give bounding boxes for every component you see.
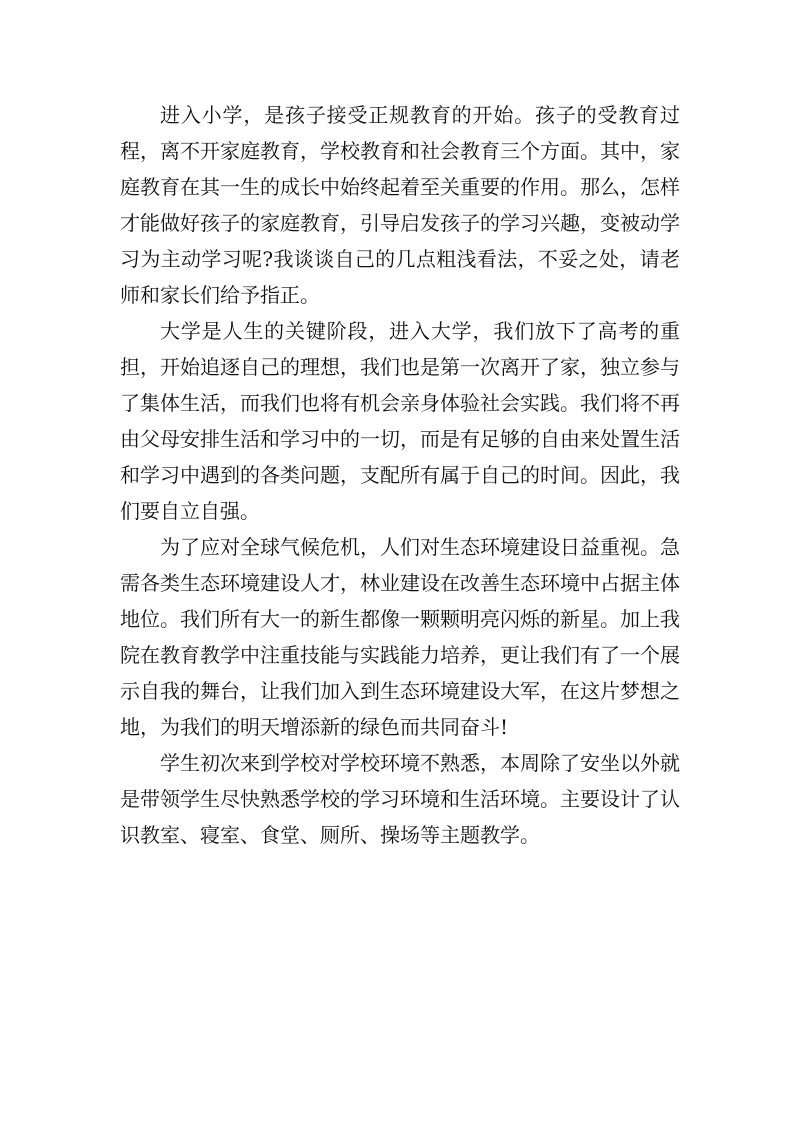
paragraph-orientation: 学生初次来到学校对学校环境不熟悉，本周除了安坐以外就是带领学生尽快熟悉学校的学习环境和生活环境。主要设计了认识教室、寝室、食堂、厕所、操场等主题教学。 <box>120 751 680 847</box>
paragraph-university: 大学是人生的关键阶段，进入大学，我们放下了高考的重担，开始追逐自己的理想，我们也是第一次离开了家，独立参与了集体生活，而我们也将有机会亲身体验社会实践。我们将不再由父母安排生活和学习中的一切，而是有足够的自由来处置生活和学习中遇到的各类问题，支配所有属于自己的时间。因此，我们要自立自强。 <box>120 319 680 523</box>
document-body <box>120 97 680 853</box>
paragraph-primary-school: 进入小学，是孩子接受正规教育的开始。孩子的受教育过程，离不开家庭教育，学校教育和社会教育三个方面。其中，家庭教育在其一生的成长中始终起着至关重要的作用。那么，怎样才能做好孩子的家庭教育，引导启发孩子的学习兴趣，变被动学习为主动学习呢?我谈谈自己的几点粗浅看法，不妥之处，请老师和家长们给予指正。 <box>120 103 680 307</box>
paragraph-ecology: 为了应对全球气候危机，人们对生态环境建设日益重视。急需各类生态环境建设人才，林业建设在改善生态环境中占据主体地位。我们所有大一的新生都像一颗颗明亮闪烁的新星。加上我院在教育教学中注重技能与实践能力培养，更让我们有了一个展示自我的舞台，让我们加入到生态环境建设大军，在这片梦想之地，为我们的明天增添新的绿色而共同奋斗! <box>120 535 680 739</box>
